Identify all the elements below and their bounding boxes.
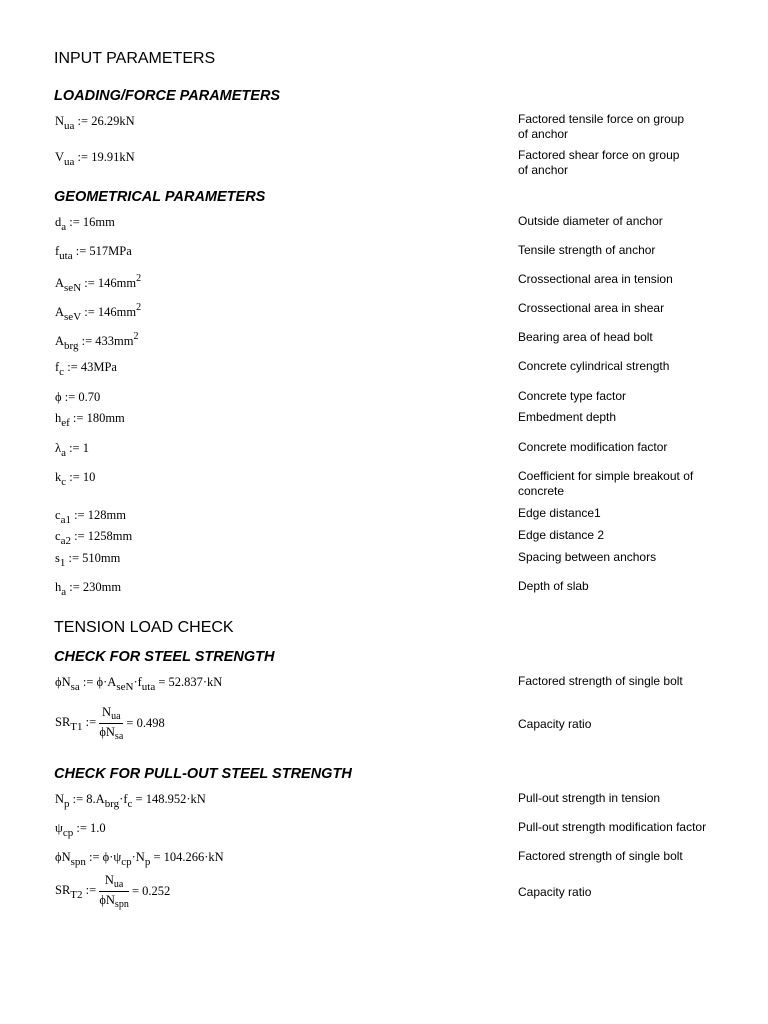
desc-phinsa: Factored strength of single bolt: [518, 674, 683, 688]
eq-ca1: $c_{a1}$ := 128mm: [55, 508, 126, 526]
eq-abrg: $A_{brg}$ := $433mm^2$: [55, 331, 139, 352]
eq-nua: $N_{ua}$ := 26.29kN: [55, 114, 135, 132]
desc-s1: Spacing between anchors: [518, 550, 657, 564]
eq-np: $N_p$ := $8.A_{brg}\cdot f_c = 148.952\cdot kN$: [55, 792, 206, 810]
desc-phi: Concrete type factor: [518, 389, 627, 403]
heading-input-parameters: INPUT PARAMETERS: [54, 50, 216, 67]
desc-hef: Embedment depth: [518, 410, 617, 424]
heading-tension-load-check: TENSION LOAD CHECK: [54, 619, 234, 636]
heading-pullout-strength: CHECK FOR PULL-OUT STEEL STRENGTH: [54, 766, 352, 782]
desc-asen: Crossectional area in tension: [518, 272, 673, 286]
desc-nua: Factored tensile force on group of anchor: [518, 112, 685, 141]
eq-futa: $f_{uta}$ := 517MPa: [55, 244, 132, 262]
eq-srt1: $SR_{T1}$ := $\frac{N_{ua}}{\phi N_{sa}}$ = 0.498: [55, 705, 165, 742]
eq-psicp: $\psi_{cp}$ := 1.0: [55, 821, 106, 839]
desc-ca1: Edge distance1: [518, 506, 601, 520]
desc-abrg: Bearing area of head bolt: [518, 330, 653, 344]
desc-ha: Depth of slab: [518, 579, 589, 593]
desc-phinspn: Factored strength of single bolt: [518, 849, 683, 863]
eq-kc: $k_c$ := 10: [55, 470, 96, 488]
eq-vua: $V_{ua}$ := 19.91kN: [55, 150, 135, 168]
desc-fc: Concrete cylindrical strength: [518, 359, 670, 373]
eq-asen: $A_{seN}$ := $146mm^2$: [55, 273, 142, 294]
eq-s1: $s_1$ := 510mm: [55, 551, 121, 569]
heading-steel-strength: CHECK FOR STEEL STRENGTH: [54, 649, 275, 665]
desc-kc: Coefficient for simple breakout of concrete: [518, 469, 694, 498]
desc-srt1: Capacity ratio: [518, 717, 592, 731]
heading-loading-force: LOADING/FORCE PARAMETERS: [54, 88, 281, 104]
desc-srt2: Capacity ratio: [518, 885, 592, 899]
desc-psicp: Pull-out strength modification factor: [518, 820, 707, 834]
eq-phinsa: $\phi N_{sa}$ := $\phi\cdot A_{seN}\cdot f_{uta} = 52.837\cdot kN$: [55, 675, 223, 693]
fraction-srt2: $\frac{N_{ua}}{\phi N_{spn}}$: [99, 873, 129, 910]
desc-lambda: Concrete modification factor: [518, 440, 668, 454]
eq-ca2: $c_{a2}$ := 1258mm: [55, 529, 133, 547]
eq-lambda: $\lambda_a$ := 1: [55, 441, 89, 459]
eq-fc: $f_c$ := 43MPa: [55, 360, 117, 378]
desc-np: Pull-out strength in tension: [518, 791, 661, 805]
eq-ha: $h_a$ := 230mm: [55, 580, 122, 598]
eq-hef: $h_{ef}$ := 180mm: [55, 411, 125, 429]
desc-da: Outside diameter of anchor: [518, 214, 663, 228]
heading-geometrical: GEOMETRICAL PARAMETERS: [54, 189, 266, 205]
eq-asev: $A_{seV}$ := $146mm^2$: [55, 302, 142, 323]
desc-vua: Factored shear force on group of anchor: [518, 148, 680, 177]
desc-futa: Tensile strength of anchor: [518, 243, 656, 257]
desc-asev: Crossectional area in shear: [518, 301, 665, 315]
eq-da: $d_a$ := 16mm: [55, 215, 115, 233]
eq-phi: ϕ := 0.70: [55, 390, 101, 404]
eq-srt2: $SR_{T2}$ := $\frac{N_{ua}}{\phi N_{spn}}$ = 0.252: [55, 873, 171, 910]
fraction-srt1: $\frac{N_{ua}}{\phi N_{sa}}$: [99, 705, 124, 742]
eq-phinspn: $\phi N_{spn}$ := $\phi\cdot\psi_{cp}\cdot N_p = 104.266\cdot kN$: [55, 850, 224, 868]
desc-ca2: Edge distance 2: [518, 528, 605, 542]
